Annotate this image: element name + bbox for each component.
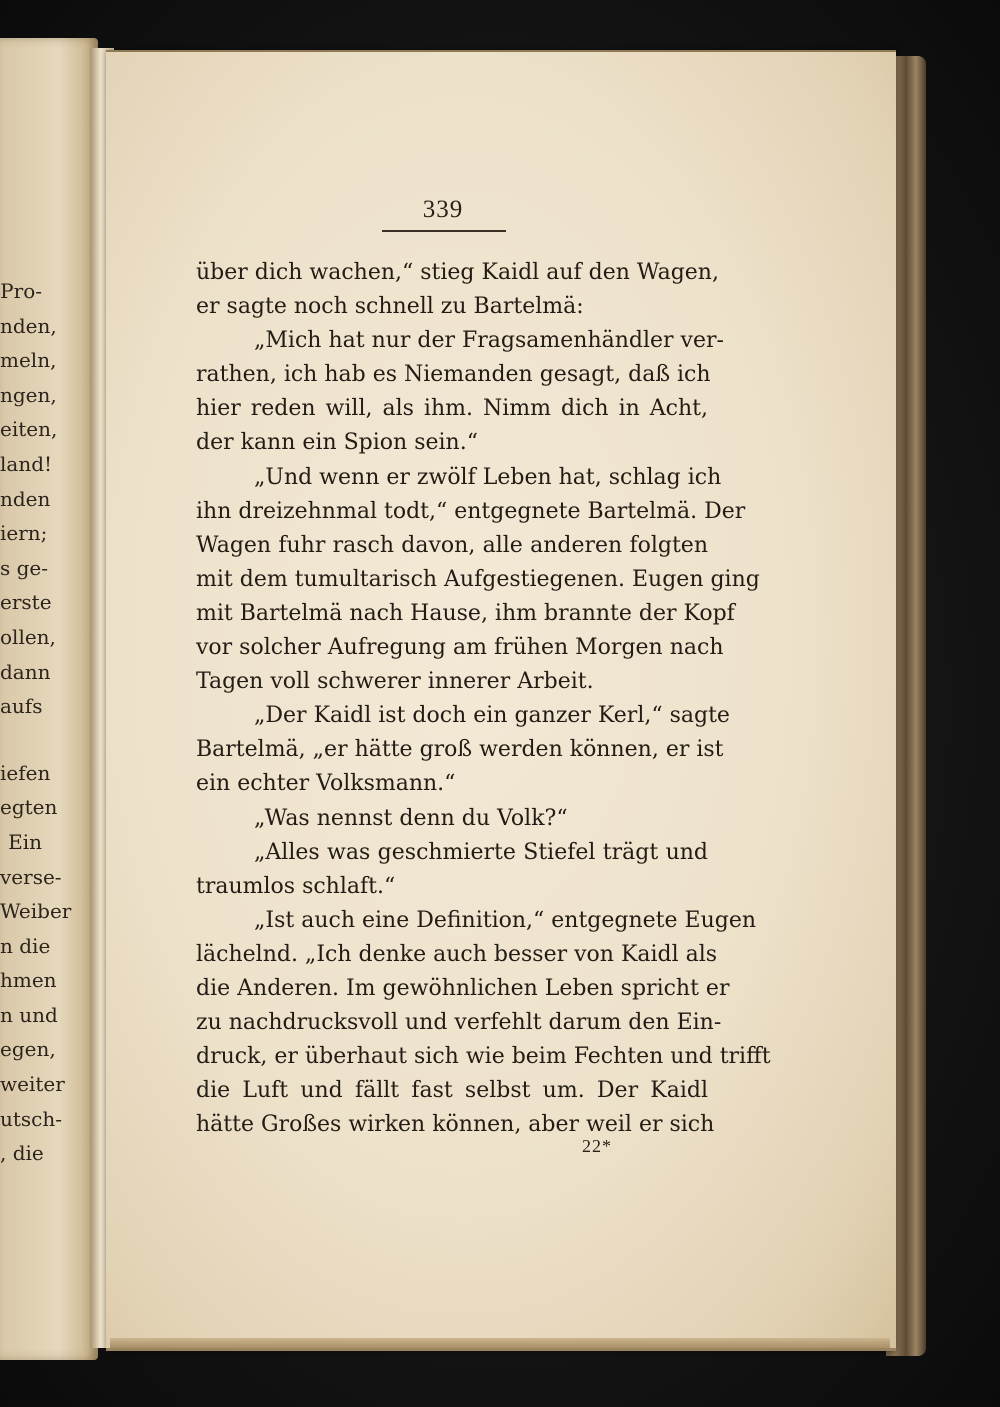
- previous-page-fragment: n und: [0, 1002, 58, 1027]
- previous-page-fragment: ngen,: [0, 382, 57, 407]
- text-line: Wagen fuhr rasch davon, alle anderen folgten: [196, 532, 708, 558]
- text-line: der kann ein Spion sein.“: [196, 430, 478, 456]
- text-line: zu nachdrucksvoll und verfehlt darum den Ein-: [196, 1010, 722, 1036]
- previous-page-fragment: Ein: [8, 829, 42, 854]
- text-line: ein echter Volksmann.“: [196, 771, 456, 797]
- previous-page-fragment: aufs: [0, 694, 43, 719]
- text-line: „Der Kaidl ist doch ein ganzer Kerl,“ sagte: [254, 703, 730, 729]
- previous-page-fragment: ollen,: [0, 624, 56, 649]
- text-line: die Luft und fällt fast selbst um. Der Kaidl: [196, 1078, 708, 1104]
- text-line: „Was nennst denn du Volk?“: [254, 805, 568, 831]
- previous-page-fragment: iefen: [0, 760, 51, 785]
- text-line: Tagen voll schwerer innerer Arbeit.: [196, 669, 594, 695]
- previous-page-fragment: nden: [0, 486, 51, 511]
- previous-page-fragment: egten: [0, 795, 58, 820]
- previous-page-fragment: utsch-: [0, 1106, 63, 1131]
- text-line: hier reden will, als ihm. Nimm dich in Acht,: [196, 396, 708, 422]
- text-line: er sagte noch schnell zu Bartelmä:: [196, 294, 584, 320]
- previous-page: [0, 38, 98, 1360]
- text-line: über dich wachen,“ stieg Kaidl auf den Wagen,: [196, 260, 719, 285]
- previous-page-fragment: Pro-: [0, 279, 42, 303]
- text-line: „Alles was geschmierte Stiefel trägt und: [254, 839, 708, 865]
- text-line: rathen, ich hab es Niemanden gesagt, daß ich: [196, 362, 711, 388]
- previous-page-fragment: n die: [0, 933, 51, 958]
- text-line: vor solcher Aufregung am frühen Morgen nach: [196, 635, 724, 661]
- body-text: [196, 256, 771, 1142]
- page-bottom-edge: [110, 1338, 890, 1348]
- text-line: lächelnd. „Ich denke auch besser von Kaidl als: [196, 941, 718, 967]
- previous-page-fragment: s ge-: [0, 555, 49, 580]
- text-line: „Ist auch eine Definition,“ entgegnete Eugen: [254, 907, 757, 933]
- previous-page-fragment: nden,: [0, 313, 57, 338]
- previous-page-fragment: iern;: [0, 521, 48, 546]
- text-line: mit dem tumultarisch Aufgestiegenen. Eugen ging: [196, 566, 760, 592]
- text-line: die Anderen. Im gewöhnlichen Leben spricht er: [196, 975, 730, 1001]
- page-number-rule: [382, 230, 506, 232]
- previous-page-fragment: weiter: [0, 1072, 65, 1097]
- previous-page-fragment: Weiber: [0, 899, 72, 924]
- previous-page-fragment: land!: [0, 451, 53, 476]
- previous-page-fragment: meln,: [0, 348, 57, 373]
- text-line: Bartelmä, „er hätte groß werden können, er ist: [196, 737, 724, 763]
- previous-page-fragment: dann: [0, 659, 51, 684]
- text-line: druck, er überhaut sich wie beim Fechten und trifft: [196, 1044, 771, 1070]
- text-line: ihn dreizehnmal todt,“ entgegnete Bartelmä. Der: [196, 498, 746, 524]
- text-line: „Und wenn er zwölf Leben hat, schlag ich: [254, 464, 722, 490]
- previous-page-fragment: erste: [0, 590, 52, 615]
- fragment-gap: [0, 724, 42, 756]
- previous-page-fragment: verse-: [0, 864, 62, 889]
- text-line: mit Bartelmä nach Hause, ihm brannte der Kopf: [196, 600, 735, 626]
- previous-page-fragment: hmen: [0, 968, 57, 993]
- page-number: 339: [422, 196, 464, 223]
- text-line: „Mich hat nur der Fragsamenhändler ver-: [254, 328, 724, 354]
- previous-page-fragment: eiten,: [0, 417, 58, 442]
- previous-page-text: [0, 274, 72, 1171]
- previous-page-fragment: egen,: [0, 1037, 56, 1062]
- text-line: traumlos schlaft.“: [196, 873, 396, 899]
- signature-mark: 22*: [582, 1136, 612, 1156]
- text-line: hätte Großes wirken können, aber weil er sich: [196, 1112, 715, 1138]
- previous-page-fragment: , die: [0, 1141, 44, 1166]
